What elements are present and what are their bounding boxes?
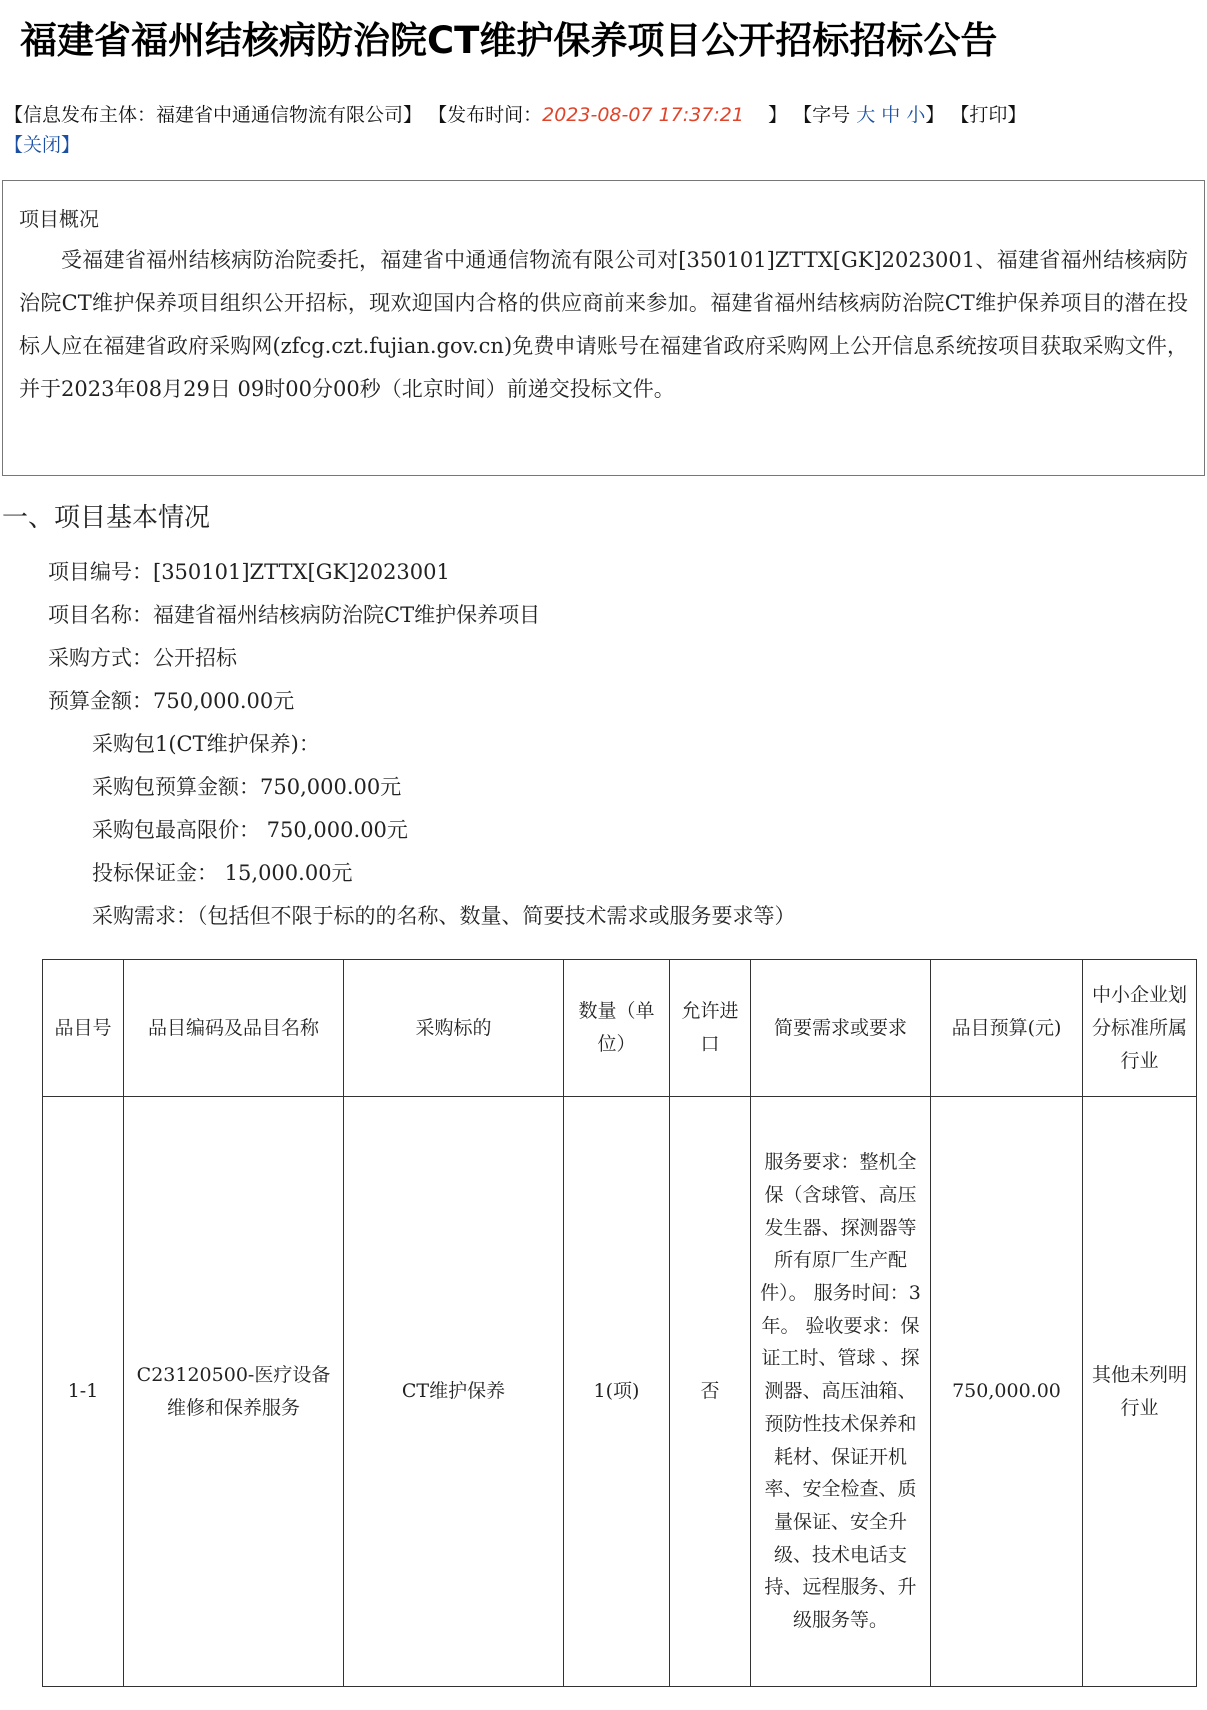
header-budget: 品目预算(元) bbox=[931, 960, 1083, 1097]
font-size-medium-link[interactable]: 中 bbox=[881, 104, 901, 126]
cell-industry: 其他未列明行业 bbox=[1083, 1097, 1197, 1687]
header-quantity: 数量（单位） bbox=[564, 960, 670, 1097]
overview-paragraph: 受福建省福州结核病防治院委托，福建省中通通信物流有限公司对[350101]ZTTX[GK]2023001、福建省福州结核病防治院CT维护保养项目组织公开招标，现欢迎国内合格的供应商前来参加。福建省福州结核病防治院CT维护保养项目的潜在投标人应在福建省政府采购网(zfcg.czt.fujian.gov.cn)免费申请账号在福建省政府采购网上公开信息系统按项目获取采购文件，并于2023年08月29日 09时00分00秒（北京时间）前递交投标文件。 bbox=[19, 248, 1188, 401]
project-overview-box bbox=[2, 180, 1205, 476]
overview-heading: 项目概况 bbox=[19, 207, 99, 231]
cell-requirement: 服务要求：整机全保（含球管、高压发生器、探测器等所有原厂生产配件）。 服务时间：3年。 验收要求：保证工时、管球 、探测器、高压油箱、预防性技术保养和耗材、保证开机率、安全检查、质量保证、安全升级、技术电话支持、远程服务、升级服务等。 bbox=[751, 1097, 931, 1687]
cell-budget: 750,000.00 bbox=[931, 1097, 1083, 1687]
procurement-method: 采购方式：公开招标 bbox=[48, 646, 237, 670]
header-subject: 采购标的 bbox=[344, 960, 564, 1097]
announcement-meta bbox=[4, 100, 1199, 160]
procurement-requirements: 采购需求：（包括但不限于标的的名称、数量、简要技术需求或服务要求等） bbox=[92, 904, 796, 928]
cell-quantity: 1(项) bbox=[564, 1097, 670, 1687]
header-industry: 中小企业划分标准所属行业 bbox=[1083, 960, 1197, 1097]
bid-deposit: 投标保证金： 15,000.00元 bbox=[92, 861, 353, 885]
header-item-code: 品目编码及品目名称 bbox=[124, 960, 344, 1097]
font-size-small-link[interactable]: 小 bbox=[906, 104, 926, 126]
header-import: 允许进口 bbox=[670, 960, 751, 1097]
close-link[interactable]: 【关闭】 bbox=[4, 134, 81, 156]
cell-import: 否 bbox=[670, 1097, 751, 1687]
table-header-row bbox=[43, 960, 1197, 1097]
project-number: 项目编号：[350101]ZTTX[GK]2023001 bbox=[48, 560, 450, 584]
publisher-prefix: 【信息发布主体： bbox=[4, 104, 157, 126]
publish-time-suffix: 】 bbox=[768, 104, 788, 126]
package-budget: 采购包预算金额：750,000.00元 bbox=[92, 775, 402, 799]
font-size-prefix: 【字号 bbox=[793, 104, 851, 126]
publisher-suffix: 】 bbox=[403, 104, 423, 126]
cell-item-code: C23120500-医疗设备维修和保养服务 bbox=[124, 1097, 344, 1687]
publisher-name: 福建省中通通信物流有限公司 bbox=[156, 104, 404, 126]
requirements-table bbox=[42, 959, 1197, 1687]
section-title: 一、项目基本情况 bbox=[2, 503, 211, 533]
package-max-price: 采购包最高限价： 750,000.00元 bbox=[92, 818, 408, 842]
publish-time: 2023-08-07 17:37:21 bbox=[542, 104, 744, 126]
font-size-suffix: 】 bbox=[925, 104, 945, 126]
page-title: 福建省福州结核病防治院CT维护保养项目公开招标招标公告 bbox=[20, 19, 998, 62]
print-link[interactable]: 【打印】 bbox=[950, 104, 1027, 126]
package-name: 采购包1(CT维护保养)： bbox=[92, 732, 320, 756]
budget-amount: 预算金额：750,000.00元 bbox=[48, 689, 295, 713]
font-size-large-link[interactable]: 大 bbox=[856, 104, 876, 126]
header-item-no: 品目号 bbox=[43, 960, 124, 1097]
header-requirement: 简要需求或要求 bbox=[751, 960, 931, 1097]
publish-time-prefix: 【发布时间： bbox=[428, 104, 543, 126]
cell-subject: CT维护保养 bbox=[344, 1097, 564, 1687]
table-row bbox=[43, 1097, 1197, 1687]
project-name: 项目名称：福建省福州结核病防治院CT维护保养项目 bbox=[48, 603, 541, 627]
cell-item-no: 1-1 bbox=[43, 1097, 124, 1687]
